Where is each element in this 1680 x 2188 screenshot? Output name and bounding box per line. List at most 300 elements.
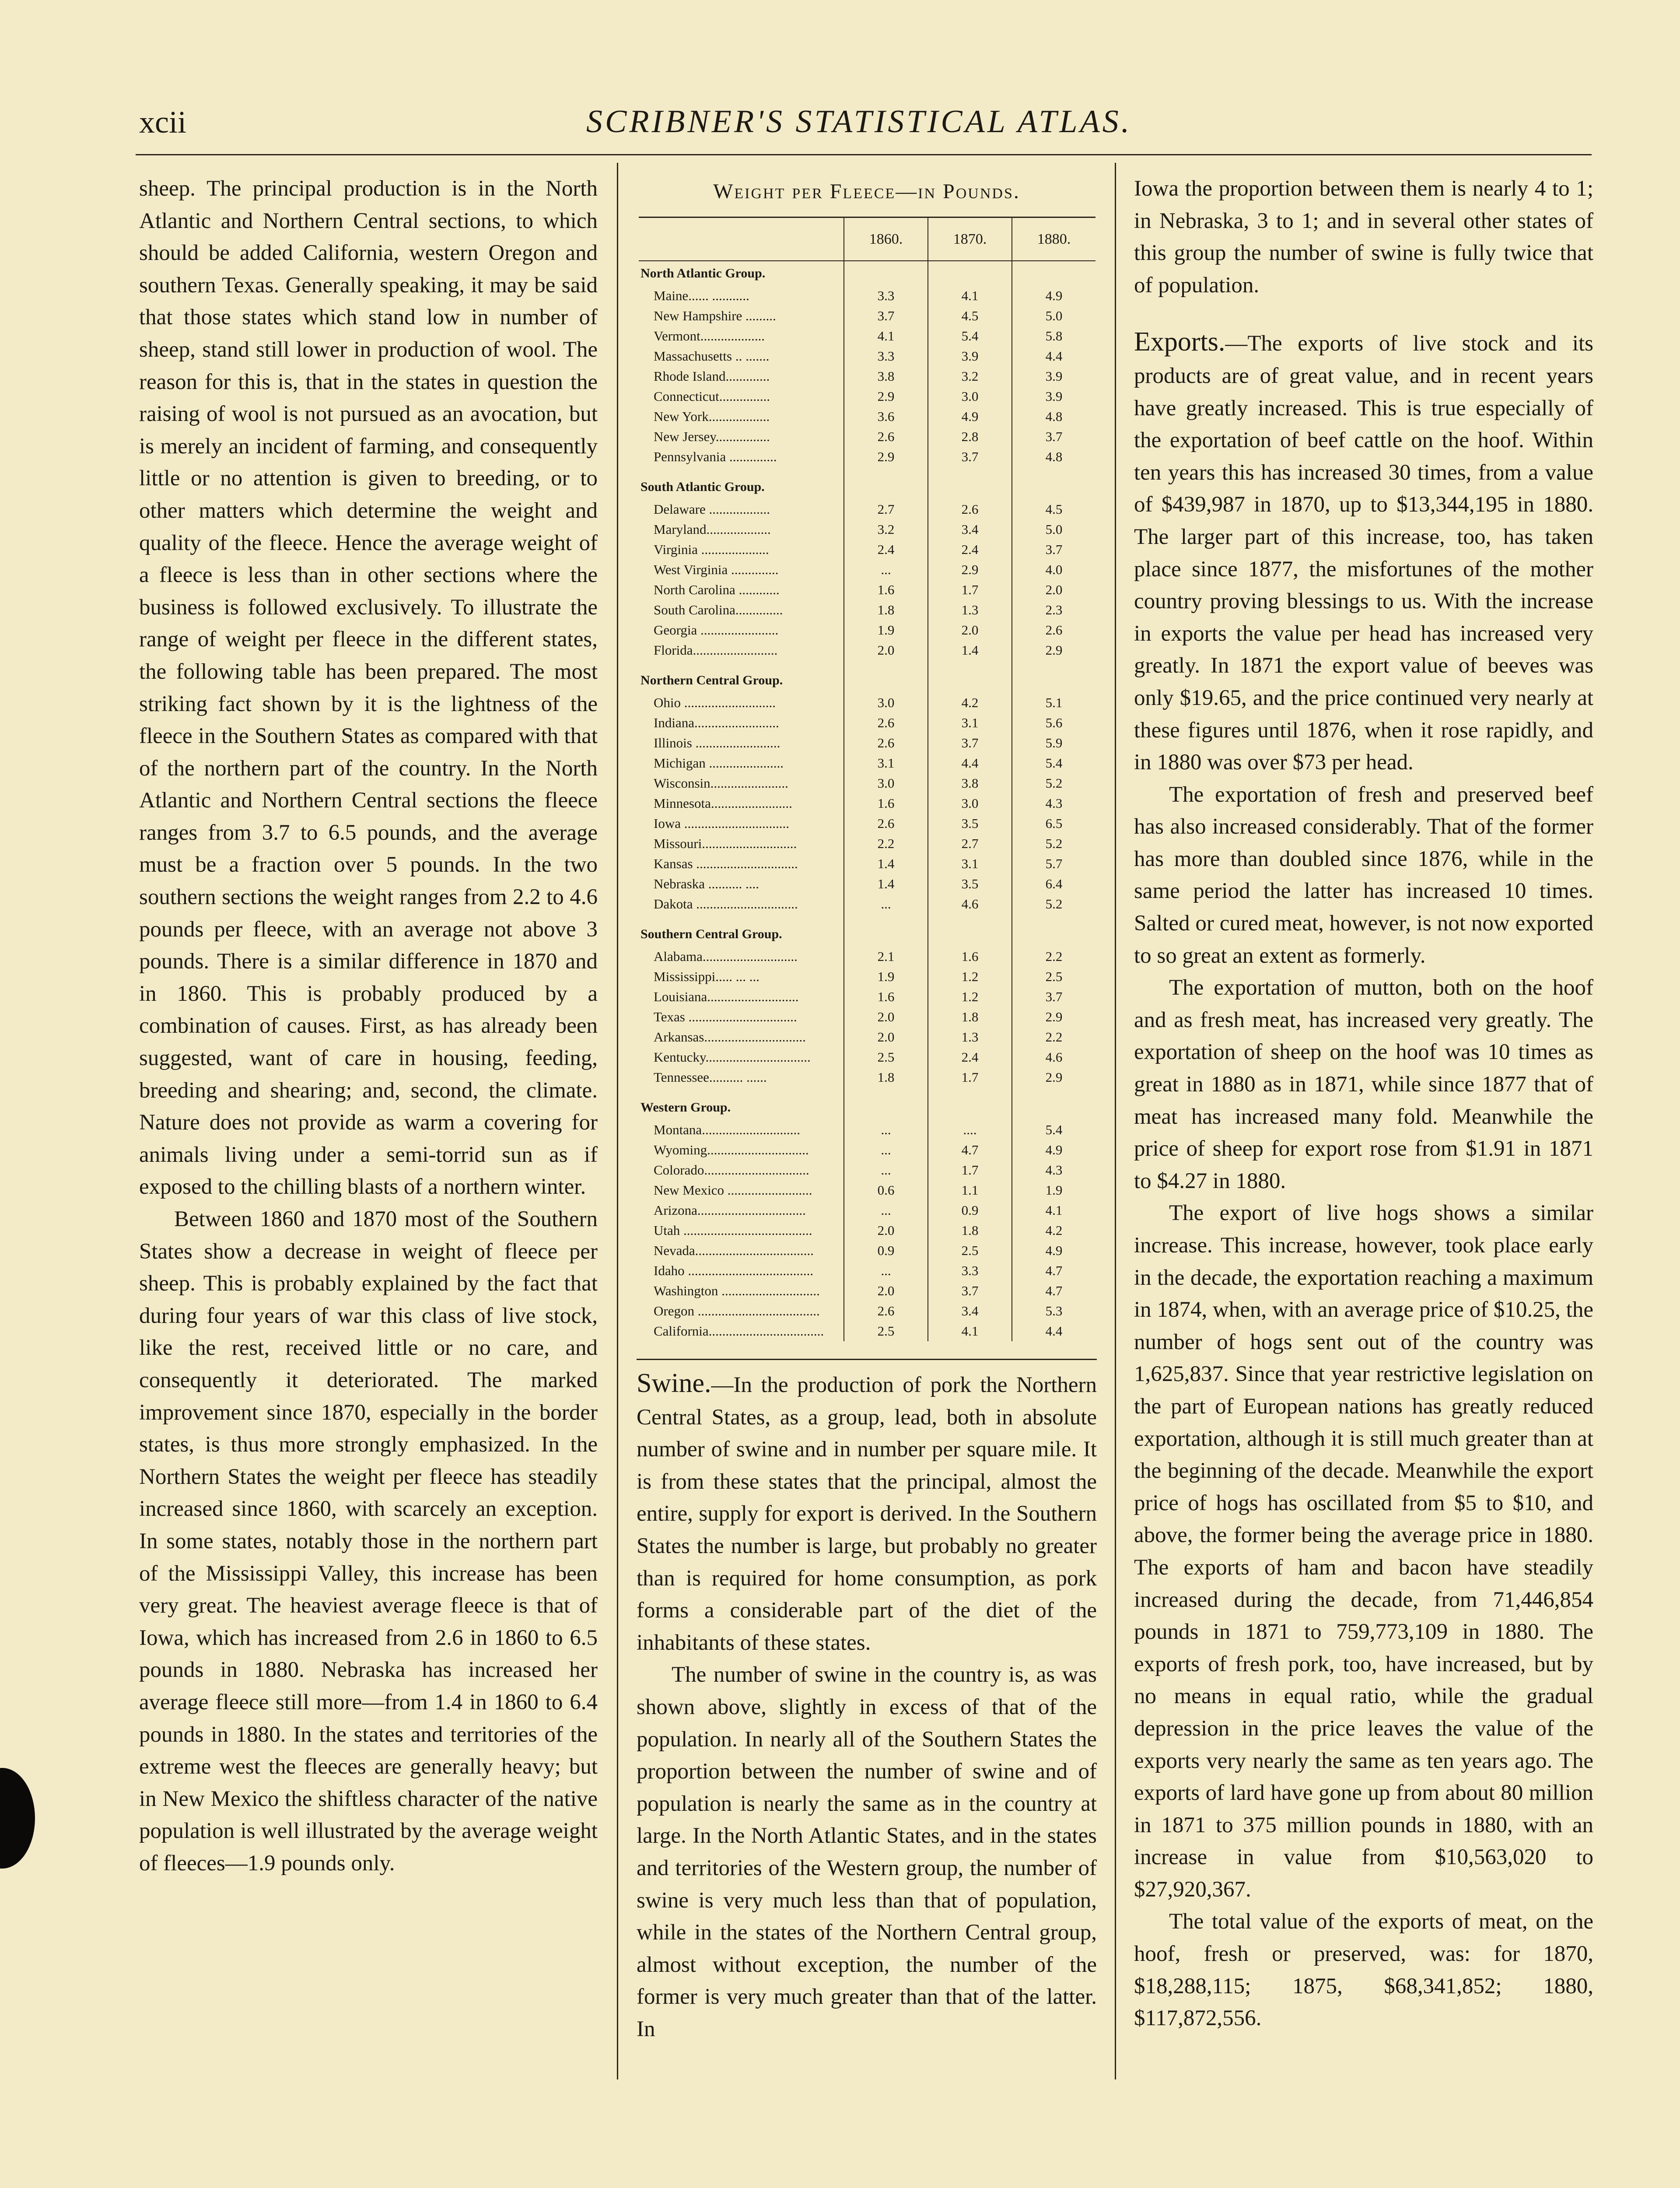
- state-name: Delaware ..................: [654, 501, 770, 517]
- table-row: [639, 519, 1096, 540]
- table-row: [639, 1067, 1096, 1087]
- table-row: [639, 1180, 1096, 1200]
- spacer-cell: [928, 1087, 1012, 1095]
- table-spacer: [639, 467, 1096, 475]
- fleece-weight-value: 2.0: [844, 1007, 928, 1027]
- fleece-weight-value: 6.4: [1012, 874, 1096, 894]
- paragraph: The number of swine in the country is, as was shown above, slightly in excess of that of the population. In nearly all of the Southern States the proportion between the number of swine and of population is nearly the same as in the country at large. In the North Atlantic States, and in the states and territories of the Western group, the number of swine is very much less than that of population, while in the states of the Northern Central group, almost without exception, the number of the former is very much greater than that of the latter. In: [637, 1662, 1097, 2041]
- fleece-weight-value: 3.7: [1012, 540, 1096, 560]
- state-name: Iowa ...............................: [654, 816, 789, 831]
- header-rule: [136, 154, 1592, 155]
- state-name: Dakota ..............................: [654, 896, 798, 912]
- state-name: Vermont...................: [654, 328, 765, 344]
- running-title: SCRIBNER'S STATISTICAL ATLAS.: [586, 104, 1132, 140]
- group-name: Western Group.: [640, 1100, 731, 1115]
- group-spacer-cell: [928, 261, 1012, 286]
- table-row: [639, 693, 1096, 713]
- fleece-weight-value: 5.3: [1012, 1301, 1096, 1321]
- state-name: Florida.........................: [654, 642, 778, 658]
- table-row: [639, 580, 1096, 600]
- state-name: Washington .............................: [654, 1283, 820, 1298]
- fleece-weight-value: 4.8: [1012, 407, 1096, 427]
- table-row: [639, 733, 1096, 753]
- fleece-weight-value: ....: [928, 1120, 1012, 1140]
- fleece-weight-value: 4.8: [1012, 447, 1096, 467]
- fleece-weight-value: 2.0: [1012, 580, 1096, 600]
- spacer-cell: [1012, 914, 1096, 922]
- spacer-cell: [844, 1087, 928, 1095]
- table-row: [639, 286, 1096, 306]
- fleece-weight-value: 4.9: [1012, 1241, 1096, 1261]
- section-heading-exports: Exports.: [1134, 327, 1225, 357]
- fleece-weight-value: 1.7: [928, 580, 1012, 600]
- fleece-weight-value: 4.7: [1012, 1281, 1096, 1301]
- table-row: [639, 540, 1096, 560]
- table-row: [639, 1160, 1096, 1180]
- paragraph: The export of live hogs shows a similar increase. This increase, however, took place early in the decade, the exportation reaching a maximum in 1874, when, with an average price of $10.25, the number of hogs sent out of the country was 1,625,837. Since that year restrictive legislation on the part of European nations has greatly reduced exportation, although it is still much greater than at the beginning of the decade. Meanwhile the export price of hogs has oscillated from $5 to $10, and above, the former being the average price in 1880. The exports of ham and bacon have steadily increased during the decade, from 71,446,854 pounds in 1871 to 759,773,109 in 1880. The exports of fresh pork, too, have increased, but by no means in equal ratio, while the gradual depression in the price leaves the value of the exports very nearly the same as ten years ago. The exports of lard have gone up from about 80 million in 1871 to 375 million pounds in 1880, with an increase in value from $10,563,020 to $27,920,367.: [1134, 1201, 1593, 1902]
- table-row: [639, 1261, 1096, 1281]
- page-number: xcii: [139, 105, 186, 140]
- fleece-weight-value: 2.6: [928, 499, 1012, 519]
- fleece-weight-value: 2.9: [928, 560, 1012, 580]
- table-row: [639, 447, 1096, 467]
- paragraph: Between 1860 and 1870 most of the Southern States show a decrease in weight of fleece per sheep. This is probably explained by the fact that during four years of war this class of live stock, like the rest, received little or no care, and consequently it deteriorated. The marked improvement since 1870, especially in the border states, is thus more strongly emphasized. In the Northern States the weight per fleece has steadily increased since 1860, with scarcely an exception. In some states, notably those in the northern part of the Mississippi Valley, this increase has been very great. The heaviest average fleece is that of Iowa, which has increased from 2.6 in 1860 to 6.5 pounds in 1880. Nebraska has increased her average fleece still more—from 1.4 in 1860 to 6.4 pounds in 1880. In the states and territories of the extreme west the fleeces are generally heavy; but in New Mexico the shiftless character of the native population is well illustrated by the average weight of fleeces—1.9 pounds only.: [139, 1207, 598, 1876]
- fleece-weight-value: 3.1: [928, 713, 1012, 733]
- fleece-weight-value: 5.0: [1012, 306, 1096, 326]
- table-row: [639, 1321, 1096, 1341]
- fleece-weight-value: 3.3: [844, 346, 928, 366]
- fleece-weight-value: 2.7: [844, 499, 928, 519]
- fleece-weight-value: 1.7: [928, 1067, 1012, 1087]
- fleece-weight-table: [639, 217, 1096, 1341]
- fleece-weight-value: 1.7: [928, 1160, 1012, 1180]
- table-spacer: [639, 660, 1096, 668]
- fleece-weight-value: 4.4: [1012, 1321, 1096, 1341]
- fleece-weight-value: 3.4: [928, 1301, 1012, 1321]
- fleece-weight-value: 2.3: [1012, 600, 1096, 620]
- state-name: Indiana.........................: [654, 715, 779, 730]
- spacer-cell: [1012, 1087, 1096, 1095]
- paragraph-text: —The exports of live stock and its products are of great value, and in recent years have greatly increased. This is true especially of the exportation of beef cattle on the hoof. Within ten years this has increased 30 times, from a value of $439,987 in 1870, up to $13,344,195 in 1880. The larger part of this increase, too, has taken place since 1877, the misfortunes of the mother country proving blessings to us. With the increase in exports the value per head has increased very greatly. In 1871 the export value of beeves was only $19.65, and the price continued very nearly at these figures until 1876, when it rose rapidly, and in 1880 was over $73 per head.: [1134, 331, 1593, 775]
- fleece-weight-value: 3.5: [928, 874, 1012, 894]
- state-name: Texas ................................: [654, 1009, 797, 1024]
- group-row: [639, 922, 1096, 947]
- table-row: [639, 620, 1096, 640]
- group-spacer-cell: [928, 922, 1012, 947]
- state-name: Wisconsin.......................: [654, 775, 788, 791]
- fleece-weight-value: 4.1: [928, 1321, 1012, 1341]
- spacer-cell: [928, 914, 1012, 922]
- table-row: [639, 1120, 1096, 1140]
- spacer-cell: [639, 467, 844, 475]
- fleece-weight-value: 1.1: [928, 1180, 1012, 1200]
- fleece-weight-value: 6.5: [1012, 813, 1096, 834]
- group-row: [639, 668, 1096, 693]
- fleece-weight-value: 5.7: [1012, 854, 1096, 874]
- year-header: 1860.: [844, 217, 928, 261]
- state-name: Michigan ......................: [654, 755, 784, 771]
- table-row: [639, 854, 1096, 874]
- spacer-cell: [844, 660, 928, 668]
- fleece-weight-value: ...: [844, 1160, 928, 1180]
- spacer-cell: [844, 914, 928, 922]
- fleece-weight-value: 3.6: [844, 407, 928, 427]
- fleece-weight-value: 5.2: [1012, 894, 1096, 914]
- state-name: Illinois .........................: [654, 735, 780, 750]
- paragraph: [637, 1368, 1097, 1659]
- group-spacer-cell: [928, 475, 1012, 499]
- spacer-cell: [639, 1087, 844, 1095]
- fleece-weight-value: 4.6: [928, 894, 1012, 914]
- fleece-weight-value: 4.5: [928, 306, 1012, 326]
- fleece-weight-value: 4.1: [844, 326, 928, 346]
- fleece-weight-value: 2.9: [1012, 640, 1096, 660]
- table-row: [639, 987, 1096, 1007]
- table-row: [639, 894, 1096, 914]
- fleece-weight-value: 5.4: [1012, 753, 1096, 773]
- group-row: [639, 475, 1096, 499]
- fleece-weight-value: 2.0: [844, 1027, 928, 1047]
- fleece-weight-value: 1.4: [844, 854, 928, 874]
- fleece-weight-value: 1.9: [844, 967, 928, 987]
- section-heading-swine: Swine.: [637, 1368, 711, 1398]
- column-left: [139, 173, 598, 1879]
- fleece-weight-value: 5.6: [1012, 713, 1096, 733]
- table-header-row: [639, 217, 1096, 261]
- fleece-weight-value: 2.6: [844, 733, 928, 753]
- state-name: Nebraska .......... ....: [654, 876, 760, 891]
- table-row: [639, 407, 1096, 427]
- fleece-weight-value: 3.3: [928, 1261, 1012, 1281]
- table-row: [639, 874, 1096, 894]
- state-name: Idaho .....................................: [654, 1263, 814, 1278]
- paragraph-text: —In the production of pork the Northern Central States, as a group, lead, both in absolute number of swine and in number per square mile. It is from these states that the principal, almost the entire, supply for export is derived. In the Southern States the number is large, but probably no greater than is required for home consumption, as pork forms a considerable part of the diet of the inhabitants of these states.: [637, 1373, 1097, 1655]
- fleece-weight-value: 5.0: [1012, 519, 1096, 540]
- state-name: Montana.............................: [654, 1122, 800, 1137]
- fleece-weight-value: 3.1: [928, 854, 1012, 874]
- table-spacer: [639, 914, 1096, 922]
- fleece-weight-value: 5.4: [1012, 1120, 1096, 1140]
- table-row: [639, 1200, 1096, 1220]
- fleece-weight-value: 3.7: [1012, 987, 1096, 1007]
- fleece-weight-value: 3.9: [928, 346, 1012, 366]
- fleece-weight-value: 4.5: [1012, 499, 1096, 519]
- fleece-weight-value: 1.2: [928, 987, 1012, 1007]
- spacer-cell: [928, 660, 1012, 668]
- state-name: Ohio ...........................: [654, 695, 776, 710]
- fleece-weight-value: 2.8: [928, 427, 1012, 447]
- column-middle: [637, 1368, 1097, 2045]
- state-name: Minnesota........................: [654, 796, 792, 811]
- fleece-weight-value: 2.0: [844, 1281, 928, 1301]
- fleece-weight-value: 4.0: [1012, 560, 1096, 580]
- fleece-weight-value: 1.8: [928, 1007, 1012, 1027]
- fleece-weight-value: 3.7: [844, 306, 928, 326]
- table-row: [639, 499, 1096, 519]
- fleece-weight-value: 3.2: [844, 519, 928, 540]
- paragraph: The exportation of mutton, both on the hoof and as fresh meat, has increased very greatly. The exportation of sheep on the hoof was 10 times as great in 1880 as in 1871, while since 1877 that of meat has increased many fold. Meanwhile the price of sheep for export rose from $1.91 in 1871 to $4.27 in 1880.: [1134, 975, 1593, 1193]
- group-spacer-cell: [1012, 922, 1096, 947]
- fleece-weight-value: 1.9: [1012, 1180, 1096, 1200]
- fleece-weight-value: 2.4: [928, 1047, 1012, 1067]
- fleece-weight-value: 1.6: [928, 947, 1012, 967]
- table-row: [639, 793, 1096, 813]
- group-spacer-cell: [844, 475, 928, 499]
- spacer-cell: [928, 467, 1012, 475]
- fleece-weight-value: 2.2: [844, 834, 928, 854]
- column-rule-left: [617, 163, 618, 2079]
- table-spacer: [639, 1087, 1096, 1095]
- table-row: [639, 600, 1096, 620]
- fleece-weight-value: 1.9: [844, 620, 928, 640]
- state-name: Arkansas..............................: [654, 1029, 806, 1045]
- fleece-weight-value: ...: [844, 1140, 928, 1160]
- spacer-cell: [844, 467, 928, 475]
- fleece-weight-value: 4.9: [928, 407, 1012, 427]
- fleece-weight-value: 4.2: [1012, 1220, 1096, 1241]
- fleece-weight-value: 1.6: [844, 987, 928, 1007]
- year-header: 1880.: [1012, 217, 1096, 261]
- table-row: [639, 1241, 1096, 1261]
- fleece-weight-value: 2.2: [1012, 947, 1096, 967]
- fleece-weight-value: 2.9: [1012, 1007, 1096, 1027]
- state-name: Arizona................................: [654, 1203, 806, 1218]
- fleece-weight-value: 3.7: [928, 733, 1012, 753]
- state-name: West Virginia ..............: [654, 562, 779, 577]
- table-row: [639, 306, 1096, 326]
- state-name: Virginia ....................: [654, 542, 769, 557]
- state-name: Nevada...................................: [654, 1243, 814, 1258]
- state-name: Rhode Island.............: [654, 368, 770, 384]
- fleece-weight-value: 3.9: [1012, 366, 1096, 386]
- fleece-weight-value: 0.9: [928, 1200, 1012, 1220]
- fleece-weight-value: ...: [844, 1261, 928, 1281]
- fleece-weight-value: 1.6: [844, 580, 928, 600]
- table-row: [639, 560, 1096, 580]
- group-name: Southern Central Group.: [640, 927, 782, 941]
- fleece-weight-value: 3.1: [844, 753, 928, 773]
- state-name: Wyoming..............................: [654, 1142, 809, 1157]
- fleece-weight-value: 3.4: [928, 519, 1012, 540]
- group-name: North Atlantic Group.: [640, 266, 766, 281]
- state-name: Kentucky...............................: [654, 1049, 811, 1065]
- binding-hole: [0, 1768, 35, 1869]
- group-spacer-cell: [1012, 475, 1096, 499]
- fleece-weight-value: 3.9: [1012, 386, 1096, 407]
- state-name: Utah ......................................: [654, 1223, 812, 1238]
- table-title: Weight per Fleece—in Pounds.: [713, 180, 1020, 203]
- state-name: Alabama............................: [654, 949, 798, 964]
- fleece-weight-value: 4.9: [1012, 286, 1096, 306]
- fleece-weight-value: 1.8: [844, 1067, 928, 1087]
- table-row: [639, 386, 1096, 407]
- state-name: Mississippi..... ... ...: [654, 969, 760, 984]
- table-row: [639, 366, 1096, 386]
- spacer-cell: [1012, 660, 1096, 668]
- fleece-weight-value: 5.8: [1012, 326, 1096, 346]
- fleece-weight-value: 1.3: [928, 600, 1012, 620]
- group-spacer-cell: [1012, 668, 1096, 693]
- state-name: New Hampshire .........: [654, 308, 776, 323]
- fleece-weight-value: 2.6: [1012, 620, 1096, 640]
- fleece-weight-value: 2.9: [844, 447, 928, 467]
- paragraph: [1134, 326, 1593, 778]
- table-bottom-rule: [637, 1359, 1097, 1360]
- table-row: [639, 1220, 1096, 1241]
- fleece-weight-value: ...: [844, 1200, 928, 1220]
- table-row: [639, 834, 1096, 854]
- fleece-weight-value: 2.5: [844, 1321, 928, 1341]
- fleece-weight-value: ...: [844, 560, 928, 580]
- fleece-weight-value: 2.0: [928, 620, 1012, 640]
- table-row: [639, 1027, 1096, 1047]
- fleece-weight-value: 4.7: [928, 1140, 1012, 1160]
- fleece-weight-value: 4.7: [1012, 1261, 1096, 1281]
- group-spacer-cell: [844, 922, 928, 947]
- fleece-weight-value: 4.1: [1012, 1200, 1096, 1220]
- state-column-header: [639, 217, 844, 261]
- fleece-weight-value: 2.5: [1012, 967, 1096, 987]
- state-name: Colorado...............................: [654, 1162, 809, 1178]
- year-header: 1870.: [928, 217, 1012, 261]
- table-row: [639, 1301, 1096, 1321]
- spacer-cell: [1012, 467, 1096, 475]
- fleece-weight-value: 1.8: [844, 600, 928, 620]
- fleece-weight-value: 2.0: [844, 1220, 928, 1241]
- spacer-cell: [639, 660, 844, 668]
- paragraph: The total value of the exports of meat, on the hoof, fresh or preserved, was: for 1870, $18,288,115; 1875, $68,341,852; 1880, $117,872,556.: [1134, 1909, 1593, 2031]
- table-row: [639, 713, 1096, 733]
- table-row: [639, 1047, 1096, 1067]
- fleece-weight-value: 2.5: [928, 1241, 1012, 1261]
- paragraph: Iowa the proportion between them is nearly 4 to 1; in Nebraska, 3 to 1; and in several other states of this group the number of swine is fully twice that of population.: [1134, 176, 1593, 298]
- state-name: New Jersey................: [654, 429, 770, 444]
- fleece-weight-value: 2.9: [844, 386, 928, 407]
- state-name: Georgia .......................: [654, 622, 779, 638]
- group-row: [639, 1095, 1096, 1120]
- table-row: [639, 1007, 1096, 1027]
- fleece-weight-value: 2.0: [844, 640, 928, 660]
- fleece-weight-value: 5.4: [928, 326, 1012, 346]
- fleece-weight-value: 1.3: [928, 1027, 1012, 1047]
- fleece-weight-value: 2.6: [844, 427, 928, 447]
- table-row: [639, 773, 1096, 793]
- group-spacer-cell: [844, 668, 928, 693]
- state-name: Massachusetts .. .......: [654, 348, 770, 364]
- fleece-weight-value: 2.1: [844, 947, 928, 967]
- state-name: Connecticut...............: [654, 389, 770, 404]
- fleece-weight-value: 3.0: [928, 386, 1012, 407]
- fleece-weight-value: 4.9: [1012, 1140, 1096, 1160]
- table-row: [639, 813, 1096, 834]
- table-row: [639, 640, 1096, 660]
- fleece-weight-value: 2.4: [928, 540, 1012, 560]
- state-name: South Carolina..............: [654, 602, 783, 617]
- group-spacer-cell: [1012, 1095, 1096, 1120]
- fleece-weight-value: 3.0: [844, 773, 928, 793]
- fleece-weight-value: 4.2: [928, 693, 1012, 713]
- group-spacer-cell: [844, 1095, 928, 1120]
- fleece-weight-value: 3.0: [844, 693, 928, 713]
- paragraph: The exportation of fresh and preserved beef has also increased considerably. That of the former has more than doubled since 1876, while in the same period the latter has increased 10 times. Salted or cured meat, however, is not now exported to so great an extent as formerly.: [1134, 782, 1593, 968]
- fleece-weight-value: 5.9: [1012, 733, 1096, 753]
- fleece-weight-value: 0.9: [844, 1241, 928, 1261]
- table-row: [639, 947, 1096, 967]
- spacer-cell: [639, 914, 844, 922]
- fleece-weight-value: 2.7: [928, 834, 1012, 854]
- fleece-weight-value: 4.3: [1012, 1160, 1096, 1180]
- column-rule-right: [1115, 163, 1116, 2079]
- fleece-weight-value: 3.2: [928, 366, 1012, 386]
- fleece-weight-value: 5.2: [1012, 773, 1096, 793]
- fleece-weight-value: 1.8: [928, 1220, 1012, 1241]
- fleece-weight-value: 2.9: [1012, 1067, 1096, 1087]
- state-name: North Carolina ............: [654, 582, 780, 597]
- state-name: Louisiana...........................: [654, 989, 799, 1004]
- fleece-weight-value: 1.6: [844, 793, 928, 813]
- state-name: New York..................: [654, 409, 770, 424]
- fleece-weight-value: 5.1: [1012, 693, 1096, 713]
- group-spacer-cell: [1012, 261, 1096, 286]
- paragraph: sheep. The principal production is in the North Atlantic and Northern Central sections, to which should be added California, western Oregon and southern Texas. Generally speaking, it may be said that those states which stand low in number of sheep, stand still lower in production of wool. The reason for this is, that in the states in question the raising of wool is not pursued as an avocation, but is merely an incident of farming, and consequently little or no attention is given to breeding, or to other matters which determine the weight and quality of the fleece. Hence the average weight of a fleece is less than in other sections where the business is followed exclusively. To illustrate the range of weight per fleece in the different states, the following table has been prepared. The most striking fact shown by it is the lightness of the fleece in the Southern States as compared with that of the northern part of the country. In the North Atlantic and Northern Central sections the fleece ranges from 3.7 to 6.5 pounds, and the average must be a fraction over 5 pounds. In the two southern sections the weight ranges from 2.2 to 4.6 pounds per fleece, with an average not above 3 pounds. There is a similar difference in 1870 and in 1860. This is probably produced by a combination of causes. First, as has already been suggested, want of care in housing, feeding, breeding and shearing; and, second, the climate. Nature does not provide as warm a covering for animals living under a semi-torrid sun as if exposed to the chilling blasts of a northern winter.: [139, 176, 598, 1199]
- fleece-weight-value: 4.1: [928, 286, 1012, 306]
- fleece-weight-value: 4.6: [1012, 1047, 1096, 1067]
- state-name: Maine...... ...........: [654, 288, 749, 303]
- fleece-weight-value: 3.3: [844, 286, 928, 306]
- fleece-weight-value: 2.6: [844, 1301, 928, 1321]
- fleece-weight-value: 1.2: [928, 967, 1012, 987]
- group-spacer-cell: [928, 1095, 1012, 1120]
- column-right: [1134, 173, 1593, 2035]
- group-row: [639, 261, 1096, 286]
- fleece-weight-value: 2.2: [1012, 1027, 1096, 1047]
- state-name: Pennsylvania ..............: [654, 449, 777, 464]
- fleece-weight-value: 2.4: [844, 540, 928, 560]
- table-row: [639, 1281, 1096, 1301]
- fleece-weight-value: 3.8: [844, 366, 928, 386]
- fleece-weight-value: 3.0: [928, 793, 1012, 813]
- fleece-weight-value: 2.6: [844, 813, 928, 834]
- group-name: South Atlantic Group.: [640, 480, 765, 494]
- fleece-weight-value: 2.6: [844, 713, 928, 733]
- group-name: Northern Central Group.: [640, 673, 783, 687]
- group-spacer-cell: [844, 261, 928, 286]
- fleece-weight-value: 4.4: [1012, 346, 1096, 366]
- fleece-weight-value: 3.5: [928, 813, 1012, 834]
- state-name: New Mexico .........................: [654, 1182, 812, 1198]
- fleece-weight-value: 3.7: [928, 1281, 1012, 1301]
- table-row: [639, 346, 1096, 366]
- fleece-weight-value: 1.4: [844, 874, 928, 894]
- table-row: [639, 1140, 1096, 1160]
- table-row: [639, 326, 1096, 346]
- fleece-weight-value: ...: [844, 894, 928, 914]
- fleece-weight-value: 4.4: [928, 753, 1012, 773]
- state-name: Missouri............................: [654, 836, 797, 851]
- table-row: [639, 753, 1096, 773]
- table-row: [639, 967, 1096, 987]
- state-name: Tennessee.......... ......: [654, 1069, 767, 1085]
- fleece-weight-value: 4.3: [1012, 793, 1096, 813]
- fleece-weight-value: 3.7: [928, 447, 1012, 467]
- fleece-weight-value: 2.5: [844, 1047, 928, 1067]
- fleece-weight-value: 0.6: [844, 1180, 928, 1200]
- state-name: Maryland...................: [654, 522, 771, 537]
- fleece-weight-value: 1.4: [928, 640, 1012, 660]
- state-name: Oregon ....................................: [654, 1303, 820, 1318]
- fleece-weight-value: ...: [844, 1120, 928, 1140]
- fleece-weight-value: 3.8: [928, 773, 1012, 793]
